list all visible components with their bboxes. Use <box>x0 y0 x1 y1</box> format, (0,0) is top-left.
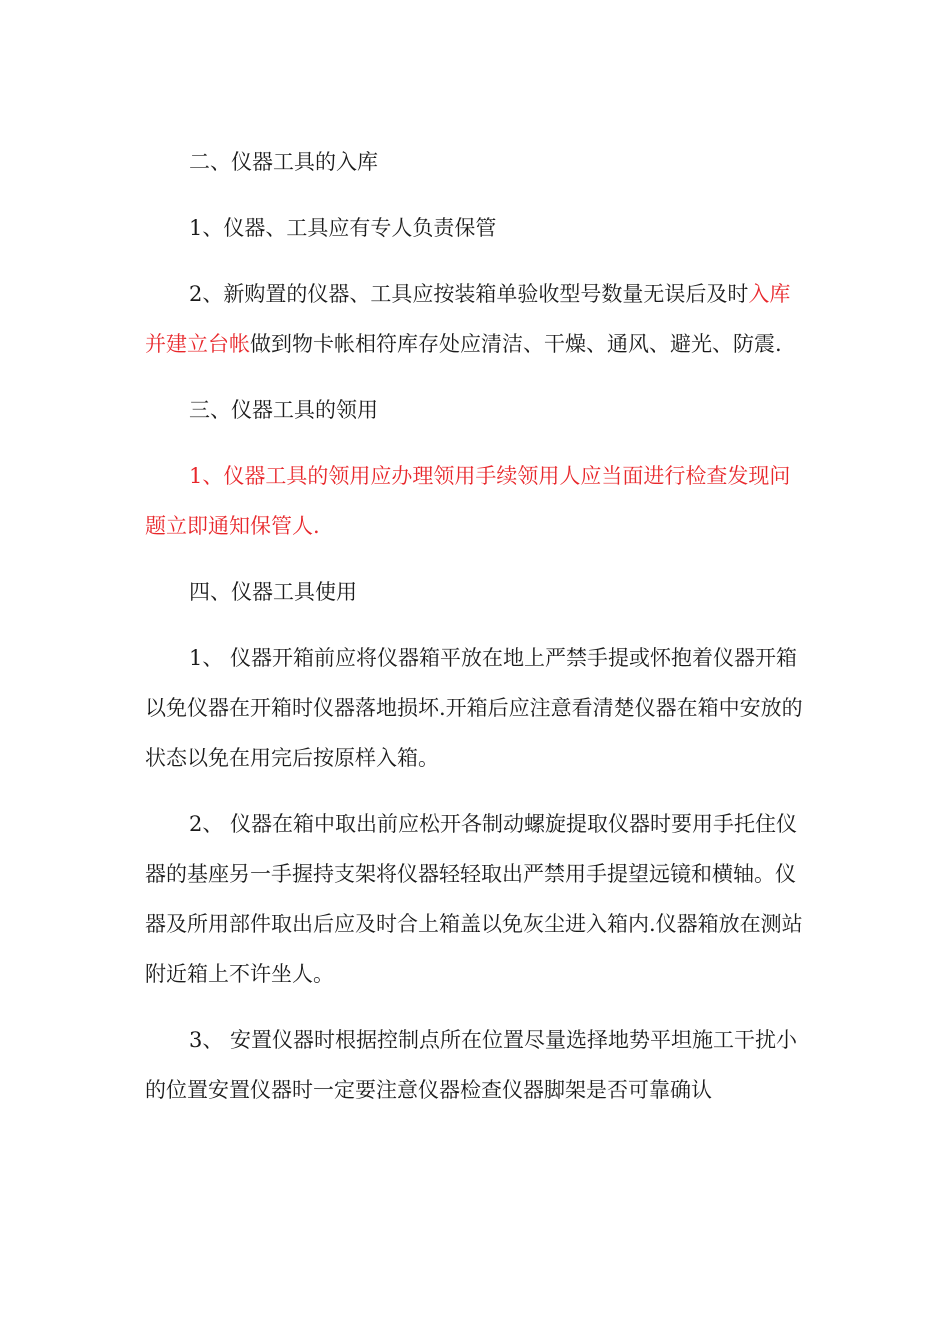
text-segment: 3、 安置仪器时根据控制点所在位置尽量选择地势平坦施工干扰小的位置安置仪器时一定要注意仪器检查仪器脚架是否可靠确认 <box>145 1028 798 1102</box>
paragraph-4-2 <box>145 799 805 999</box>
paragraph-3-1 <box>145 451 805 551</box>
paragraph-2-2 <box>145 269 805 369</box>
paragraph-4-3 <box>145 1015 805 1115</box>
text-segment: 三、仪器工具的领用 <box>189 398 378 422</box>
heading-section-4 <box>145 567 805 617</box>
heading-section-2 <box>145 137 805 187</box>
heading-section-3 <box>145 385 805 435</box>
text-segment: 四、仪器工具使用 <box>189 580 357 604</box>
highlighted-text: 1、仪器工具的领用应办理领用手续领用人应当面进行检查发现问题立即通知保管人. <box>145 464 791 538</box>
text-segment: 做到物卡帐相符库存处应清洁、干燥、通风、避光、防震. <box>250 332 782 356</box>
highlighted-text: 入库并建立台帐 <box>145 282 791 356</box>
text-segment: 2、 仪器在箱中取出前应松开各制动螺旋提取仪器时要用手托住仪器的基座另一手握持支架将仪器轻轻取出严禁用手提望远镜和横轴。仪器及所用部件取出后应及时合上箱盖以免灰尘进入箱内.仪器箱放在测站附近箱上不许坐人。 <box>145 812 803 986</box>
text-segment: 2、新购置的仪器、工具应按装箱单验收型号数量无误后及时 <box>189 282 749 306</box>
text-segment: 二、仪器工具的入库 <box>189 150 378 174</box>
paragraph-2-1 <box>145 203 805 253</box>
text-segment: 1、 仪器开箱前应将仪器箱平放在地上严禁手提或怀抱着仪器开箱以免仪器在开箱时仪器落地损坏.开箱后应注意看清楚仪器在箱中安放的状态以免在用完后按原样入箱。 <box>145 646 803 770</box>
text-segment: 1、仪器、工具应有专人负责保管 <box>189 216 497 240</box>
paragraph-4-1 <box>145 633 805 783</box>
